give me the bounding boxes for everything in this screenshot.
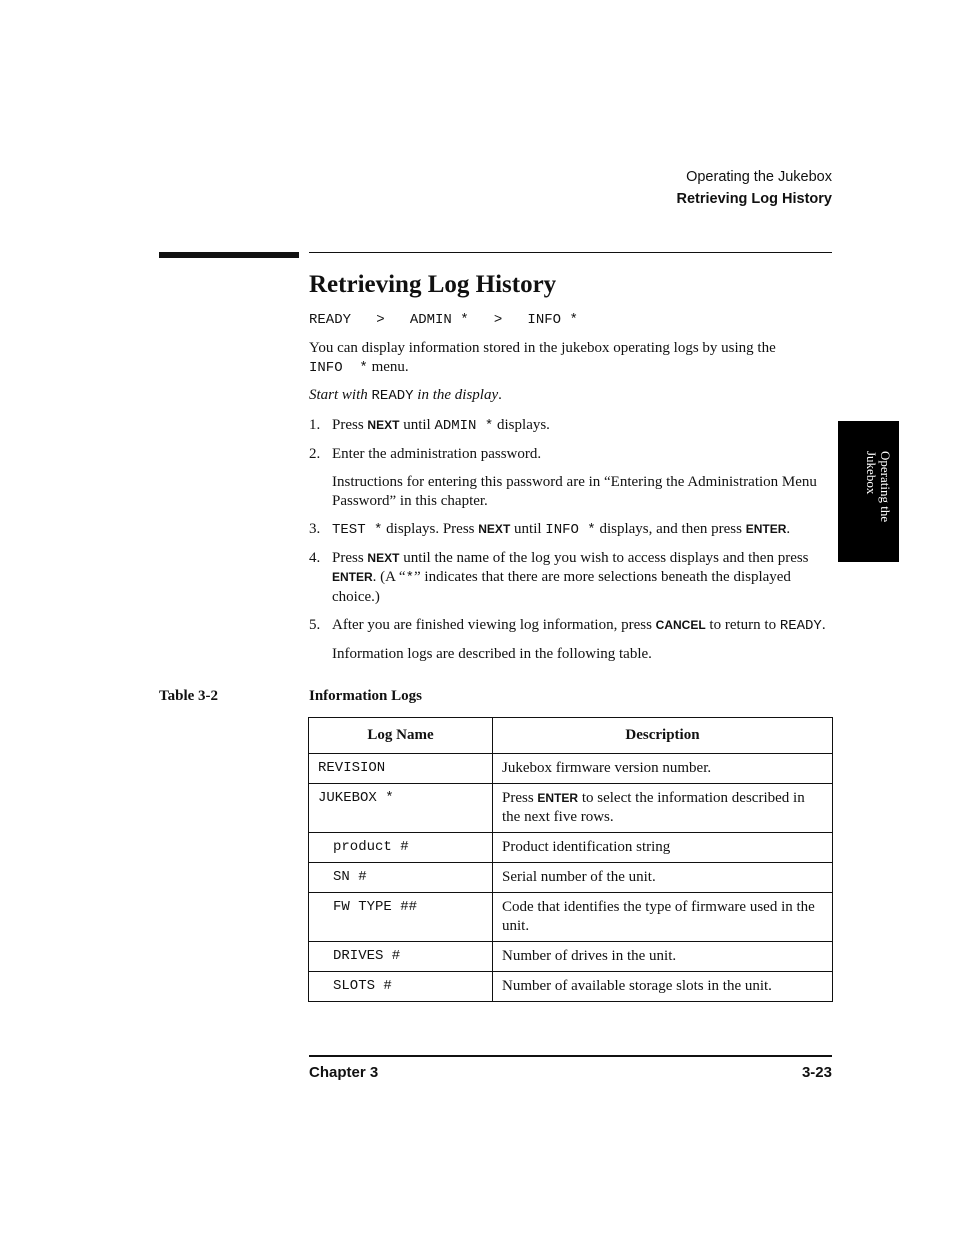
start-note — [309, 386, 832, 406]
start-note-text: Start with — [309, 387, 372, 403]
step-text: displays. Press — [382, 521, 479, 537]
step-3 — [309, 520, 832, 540]
steps-list — [309, 416, 832, 673]
step-text: Press — [332, 550, 368, 566]
key-label: ENTER — [332, 570, 373, 584]
intro-code: INFO * — [309, 360, 368, 376]
description-cell: Number of available storage slots in the unit. — [493, 972, 833, 1002]
log-name-cell: REVISION — [309, 754, 493, 784]
chapter-side-tab-label: Operating the Jukebox — [864, 451, 893, 523]
step-text: . — [786, 521, 791, 537]
step-text: ” indicates that there are more selections beneath the displayed choice.) — [332, 569, 791, 605]
menu-path: READY > ADMIN * > INFO * — [309, 312, 578, 328]
running-header-section: Retrieving Log History — [676, 191, 832, 207]
section-heading: Retrieving Log History — [309, 271, 557, 298]
table-row — [309, 972, 833, 1002]
step-4 — [309, 549, 832, 607]
key-label: NEXT — [367, 551, 400, 565]
code-text: TEST * — [332, 522, 383, 538]
step-text: . — [821, 617, 826, 633]
step-1 — [309, 416, 832, 436]
table-row — [309, 942, 833, 972]
table-row — [309, 754, 833, 784]
log-name-cell: FW TYPE ## — [309, 893, 493, 942]
intro-text-end: menu. — [367, 359, 409, 375]
step-number: 5. — [309, 617, 321, 633]
description-cell: Code that identifies the type of firmware used in the unit. — [493, 893, 833, 942]
table-number: Table 3-2 — [159, 688, 219, 704]
code-text: INFO * — [545, 522, 596, 538]
step-text: . (A “ — [372, 569, 406, 585]
log-name-cell: product # — [309, 833, 493, 863]
description-cell: Number of drives in the unit. — [493, 942, 833, 972]
code-text: * — [405, 570, 414, 586]
step-text: Enter the administration password. — [332, 446, 542, 462]
section-thick-rule — [159, 252, 299, 258]
step-number: 1. — [309, 417, 321, 433]
step-text: until — [510, 521, 546, 537]
step-2 — [309, 445, 832, 464]
step-text: displays, and then press — [595, 521, 746, 537]
step-text: Press — [332, 417, 368, 433]
log-name-cell: JUKEBOX * — [309, 784, 493, 833]
step-text: until the name of the log you wish to access displays and then press — [399, 550, 809, 566]
description-cell: Jukebox firmware version number. — [493, 754, 833, 784]
running-header-chapter: Operating the Jukebox — [686, 169, 832, 185]
step-number: 3. — [309, 521, 321, 537]
step-5-note: Information logs are described in the following table. — [332, 646, 652, 662]
footer-page-number: 3-23 — [801, 1064, 832, 1081]
step-5 — [309, 616, 832, 636]
step-number: 4. — [309, 550, 321, 566]
footer-rule — [309, 1055, 832, 1057]
running-header — [677, 166, 833, 210]
step-text: to return to — [705, 617, 780, 633]
description-text: to select the information described in the next five rows. — [502, 790, 805, 825]
table-row — [309, 863, 833, 893]
log-name-cell: SLOTS # — [309, 972, 493, 1002]
column-header-description: Description — [493, 718, 833, 754]
table-title: Information Logs — [309, 688, 422, 704]
step-number: 2. — [309, 446, 321, 462]
key-label: NEXT — [367, 418, 400, 432]
step-text: until — [399, 417, 435, 433]
key-label: ENTER — [537, 791, 579, 805]
step-text: displays. — [493, 417, 550, 433]
table-header-row — [309, 718, 833, 754]
step-text: After you are finished viewing log information, press — [332, 617, 656, 633]
log-name-cell: DRIVES # — [309, 942, 493, 972]
step-2-note: Instructions for entering this password are in “Entering the Administration Menu Password” in this chapter. — [332, 474, 817, 509]
key-label: CANCEL — [655, 618, 706, 632]
intro-text: You can display information stored in the jukebox operating logs by using the — [309, 340, 776, 356]
intro-paragraph — [309, 339, 832, 378]
key-label: NEXT — [478, 522, 511, 536]
description-cell: Product identification string — [493, 833, 833, 863]
information-logs-table — [308, 717, 833, 1002]
code-text: READY — [779, 618, 822, 634]
description-cell — [493, 784, 833, 833]
code-text: ADMIN * — [434, 418, 494, 434]
description-text: Press — [502, 790, 538, 806]
table-row — [309, 784, 833, 833]
start-note-text-end: in the display — [413, 387, 499, 403]
section-thin-rule — [309, 252, 832, 253]
start-note-period: . — [498, 387, 502, 403]
footer-chapter: Chapter 3 — [309, 1064, 379, 1081]
start-note-code: READY — [371, 388, 414, 404]
column-header-log-name: Log Name — [309, 718, 493, 754]
description-cell: Serial number of the unit. — [493, 863, 833, 893]
table-row — [309, 893, 833, 942]
log-name-cell: SN # — [309, 863, 493, 893]
table-row — [309, 833, 833, 863]
key-label: ENTER — [745, 522, 787, 536]
